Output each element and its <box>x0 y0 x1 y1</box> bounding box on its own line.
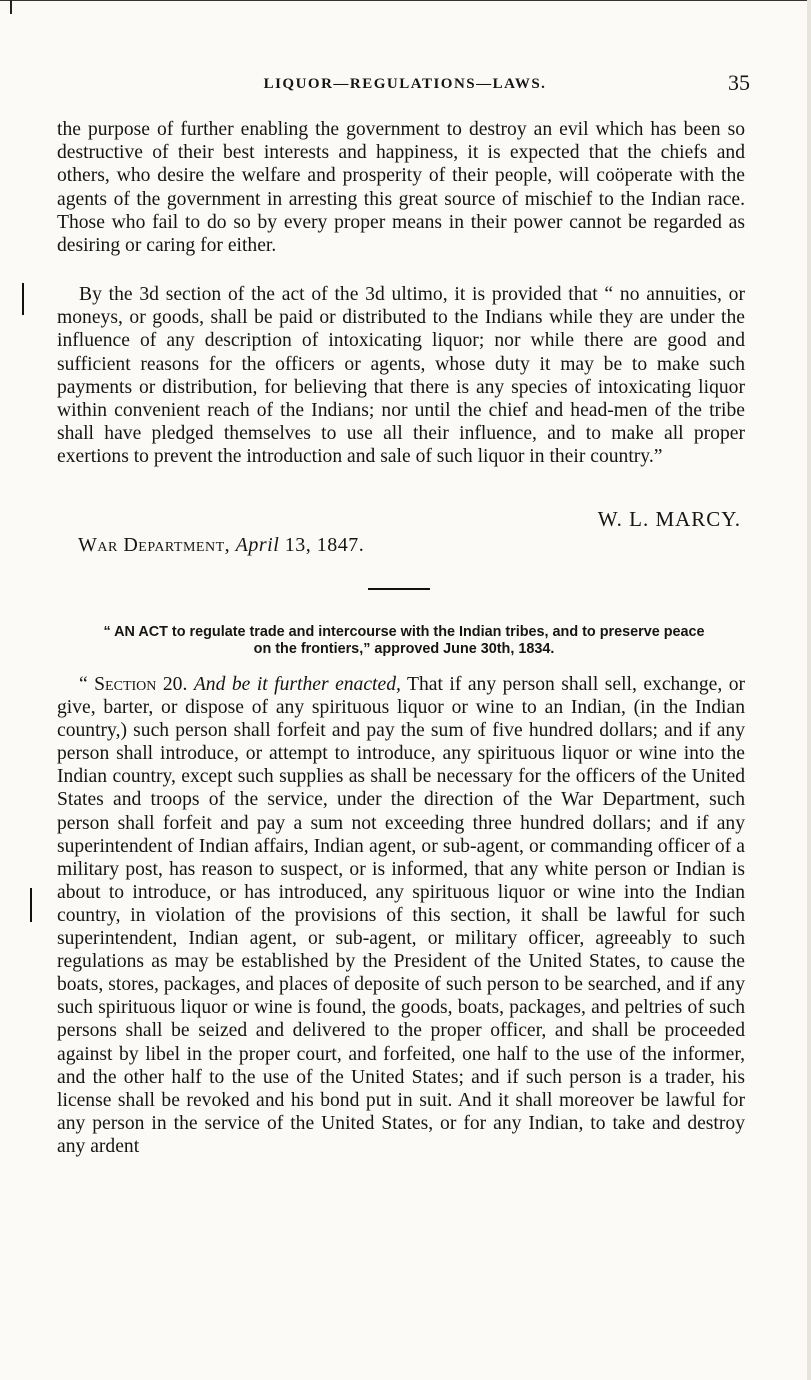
act-title-line-1: “ AN ACT to regulate trade and intercourse with the Indian tribes, and to preserve peace <box>103 624 705 640</box>
section-label: “ Section 20. <box>79 674 188 695</box>
page-edge-shadow <box>807 0 811 1380</box>
enacting-clause: And be it further enacted, <box>193 674 401 695</box>
dateline <box>78 534 364 557</box>
section-20-text <box>57 673 745 1158</box>
signature: W. L. MARCY. <box>597 507 741 531</box>
paragraph-act-provision: By the 3d section of the act of the 3d ultimo, it is provided that “ no annuities, or moneys, or goods, shall be paid or distributed to the Indians while they are under the influence of any description of intoxicating liquor; nor while there are good and sufficient reasons for the officers or agents, whose duty it may be to make such payments or distribution, for believing that there is any species of intoxicating liquor within convenient reach of the Indians; nor until the chief and head-men of the tribe shall have pledged themselves to use all their influence, and to make all proper exertions to prevent the introduction and sale of such liquor in their country.” <box>57 284 745 468</box>
paragraph-continuation: the purpose of further enabling the government to destroy an evil which has been so destructive of their best interests and happiness, it is expected that the chiefs and others, who desire the welfare and prosperity of their people, will coöperate with the agents of the government in arresting this great source of mischief to the Indian race. Those who fail to do so by every proper means in their power cannot be regarded as desiring or caring for either. <box>57 119 745 257</box>
department-name: War Department, <box>78 534 231 556</box>
page-header <box>60 70 750 100</box>
date-rest: 13, 1847. <box>284 534 365 556</box>
margin-mark <box>30 888 32 922</box>
date-month: April <box>235 534 280 556</box>
section-divider <box>368 588 430 590</box>
page-top-edge <box>0 0 811 1</box>
act-title-line-2: on the frontiers,” approved June 30th, 1834. <box>253 641 555 657</box>
running-title: LIQUOR—REGULATIONS—LAWS. <box>263 76 547 92</box>
section-body: That if any person shall sell, exchange, or give, barter, or dispose of any spirituous liquor or wine to an Indian, (in the Indian country,) such person shall forfeit and pay the sum of five hundred dollars; and if any person shall introduce, or attempt to introduce, any spirituous liquor or wine into the Indian country, except such supplies as shall be necessary for the officers of the United States and troops of the service, under the direction of the War Department, such person shall forfeit and pay a sum not exceeding three hundred dollars; and if any superintendent of Indian affairs, Indian agent, or sub-agent, or commanding officer of a military post, has reason to suspect, or is informed, that any white person or Indian is about to introduce, or has introduced, any spirituous liquor or wine into the Indian country, in violation of the provisions of this section, it shall be lawful for such superintendent, Indian agent, or sub-agent, or military officer, agreeably to such regulations as may be established by the President of the United States, to cause the boats, stores, packages, and places of deposite of such person to be searched, and if any such spirituous liquor or wine is found, the goods, boats, packages, and peltries of such persons shall be seized and delivered to the proper officer, and shall be proceeded against by libel in the proper court, and forfeited, one half to the use of the informer, and the other half to the use of the United States; and if such person is a trader, his license shall be revoked and his bond put in suit. And it shall moreover be lawful for any person in the service of the United States, or for any Indian, to take and destroy any ardent <box>57 674 746 1157</box>
margin-mark <box>22 283 24 315</box>
page-corner-mark <box>10 0 12 14</box>
page-number: 35 <box>728 70 750 95</box>
act-title <box>58 624 750 658</box>
